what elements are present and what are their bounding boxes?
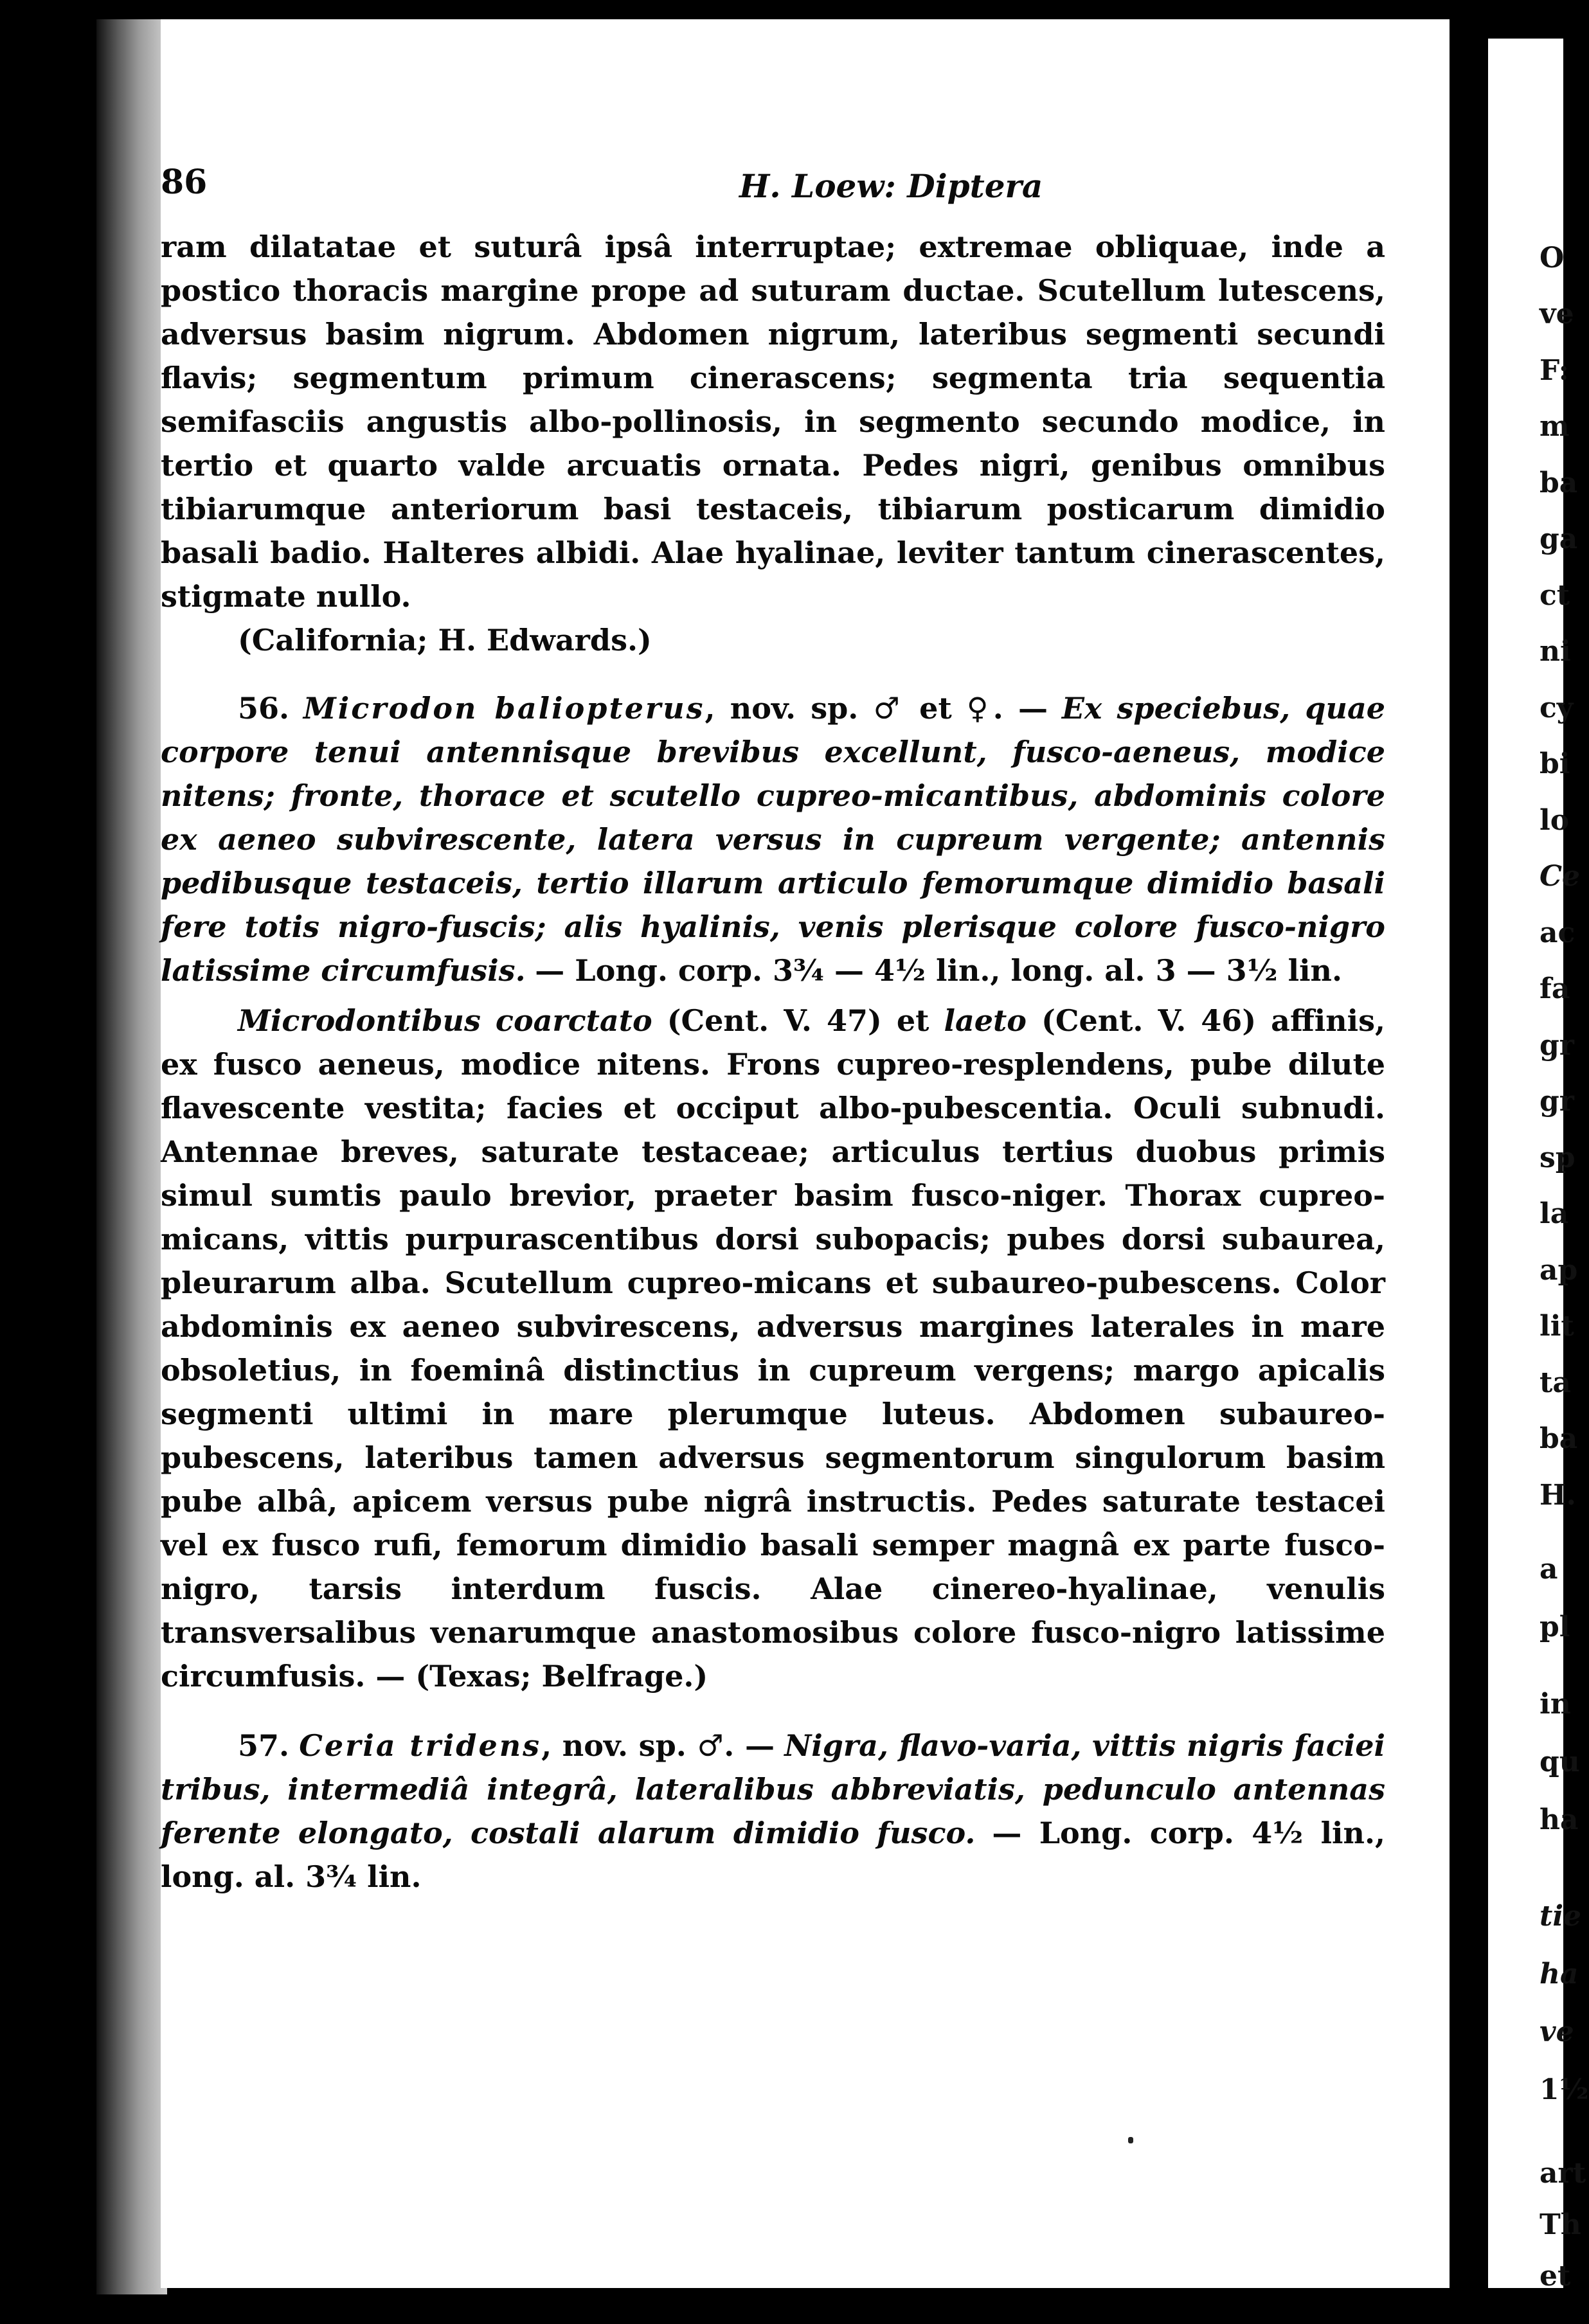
species-entry-57: [161, 1724, 1385, 1899]
adjacent-page-text: O: [1540, 242, 1565, 274]
species-measurements: — Long. corp. 3¾ — 4½ lin., long. al. 3 — 3½ lin.: [535, 953, 1343, 988]
adjacent-page-text: bi: [1540, 747, 1570, 780]
species-name: Ceria tridens: [299, 1728, 542, 1763]
adjacent-page-text: ba: [1540, 1422, 1578, 1455]
adjacent-page-text: in: [1540, 1688, 1571, 1721]
locality-note: (California; H. Edwards.): [238, 623, 652, 657]
description-text: (Cent. V. 46) affinis, ex fusco aeneus, modice nitens. Frons cupreo-resplendens, pube dilute flavescente vestita; facies et occiput albo-pubescentia. Oculi subnudi. Antennae breves, saturate testaceae; articulus tertius duobus primis simul sumtis paulo brevior, praeter basim fusco-niger. Thorax cupreo-micans, vittis purpurascentibus dorsi subopacis; pubes dorsi subaurea, pleurarum alba. Scutellum cupreo-micans et subaureo-pubescens. Color abdominis ex aeneo subvirescens, adversus margines laterales in mare obsoletius, in foeminâ distinctius in cupreum vergens; margo apicalis segmenti ultimi in mare plerumque luteus. Abdomen subaureo-pubescens, lateribus tamen adversus segmentorum singulorum basim pube albâ, apicem versus pube nigrâ instructis. Pedes saturate testacei vel ex fusco rufi, femorum dimidio basali semper magnâ ex parte fusco-nigro, tarsis interdum fuscis. Alae cinereo-hyalinae, venulis transversalibus venarumque anastomosibus colore fusco-nigro latissime circumfusis. —: [161, 1003, 1386, 1694]
adjacent-page-text: ba: [1540, 467, 1578, 499]
adjacent-page-text: m: [1540, 410, 1570, 443]
adjacent-page-text: lit: [1540, 1310, 1574, 1343]
adjacent-page-text: la: [1540, 1197, 1569, 1230]
species-name: Microdon baliopterus: [303, 691, 705, 726]
species-measurements: — Long. corp. 4½ lin., long. al. 3¾ lin.: [161, 1816, 1385, 1894]
adjacent-page-fragment: [1488, 39, 1589, 2293]
adjacent-page-text: ve: [1540, 2016, 1574, 2048]
page-number: 86: [161, 163, 208, 202]
locality-note: (Texas; Belfrage.): [415, 1659, 708, 1694]
adjacent-page-text: pl: [1540, 1611, 1570, 1643]
comparison-species-1: Microdontibus coarctato: [238, 1003, 652, 1038]
page-edge-shadow: [96, 19, 167, 2294]
adjacent-page-text: ni: [1540, 635, 1571, 668]
adjacent-page-text: Ce: [1540, 860, 1581, 893]
species-description: [161, 999, 1385, 1698]
comparison-species-2: laeto: [944, 1003, 1027, 1038]
adjacent-page-text: fa: [1540, 972, 1570, 1005]
header-title: H. Loew: Diptera: [739, 167, 1043, 205]
species-status: , nov. sp. ♂ et ♀. —: [705, 691, 1048, 726]
running-head: [161, 161, 1385, 225]
species-status: , nov. sp. ♂. —: [541, 1728, 775, 1763]
page-text-block: [161, 161, 1385, 1899]
adjacent-page-text: a: [1540, 1553, 1558, 1586]
adjacent-page-text: ta: [1540, 1366, 1571, 1399]
adjacent-page-text: H.: [1540, 1479, 1576, 1512]
comparison-reference: (Cent. V. 47) et: [667, 1003, 929, 1038]
adjacent-page-text: ac: [1540, 916, 1576, 949]
adjacent-page-text: Th: [1540, 2208, 1581, 2241]
adjacent-page-text: 1½: [1540, 2073, 1589, 2106]
adjacent-page-text: art: [1540, 2157, 1586, 2190]
adjacent-page-text: gr: [1540, 1029, 1574, 1062]
ink-speck: [1128, 2137, 1133, 2143]
species-number: 56.: [238, 691, 290, 726]
species-entry-56: [161, 686, 1385, 992]
adjacent-page-text: tie: [1540, 1900, 1582, 1933]
adjacent-page-text: lo: [1540, 804, 1570, 837]
adjacent-page-text: ha: [1540, 1958, 1579, 1990]
adjacent-page-text: ga: [1540, 523, 1578, 555]
adjacent-page-text: ct: [1540, 579, 1570, 612]
species-diagnosis: Nigra, flavo-varia, vittis nigris faciei tribus, intermediâ integrâ, lateralibus abbreviatis, pedunculo antennas ferente elongato, costali alarum dimidio fusco.: [161, 1728, 1386, 1850]
species-diagnosis: Ex speciebus, quae corpore tenui antennisque brevibus excellunt, fusco-aeneus, modice nitens; fronte, thorace et scutello cupreo-micantibus, abdominis colore ex aeneo subvirescente, latera versus in cupreum vergente; antennis pedibusque testaceis, tertio illarum articulo femorumque dimidio basali fere totis nigro-fuscis; alis hyalinis, venis plerisque colore fusco-nigro latissime circumfusis.: [161, 691, 1386, 988]
adjacent-page-text: ve: [1540, 298, 1574, 330]
continued-paragraph: ram dilatatae et suturâ ipsâ interruptae; extremae obliquae, inde a postico thoracis margine prope ad suturam ductae. Scutellum lutescens, adversus basim nigrum. Abdomen nigrum, lateribus segmenti secundi flavis; segmentum primum cinerascens; segmenta tria sequentia semifasciis angustis albo-pollinosis, in segmento secundo modice, in tertio et quarto valde arcuatis ornata. Pedes nigri, genibus omnibus tibiarumque anteriorum basi testaceis, tibiarum posticarum dimidio basali badio. Halteres albidi. Alae hyalinae, leviter tantum cinerascentes, stigmate nullo.: [161, 229, 1385, 614]
adjacent-page-text: gr: [1540, 1085, 1574, 1118]
adjacent-page-text: cy: [1540, 692, 1574, 724]
adjacent-page-text: F:: [1540, 354, 1569, 387]
species-number: 57.: [238, 1728, 290, 1763]
adjacent-page-text: ap: [1540, 1254, 1578, 1287]
adjacent-page-text: et: [1540, 2260, 1571, 2293]
page-gutter: [1450, 0, 1488, 2324]
adjacent-page-text: qu: [1540, 1746, 1580, 1778]
adjacent-page-text: ha: [1540, 1803, 1579, 1836]
adjacent-page-text: sp: [1540, 1141, 1576, 1174]
